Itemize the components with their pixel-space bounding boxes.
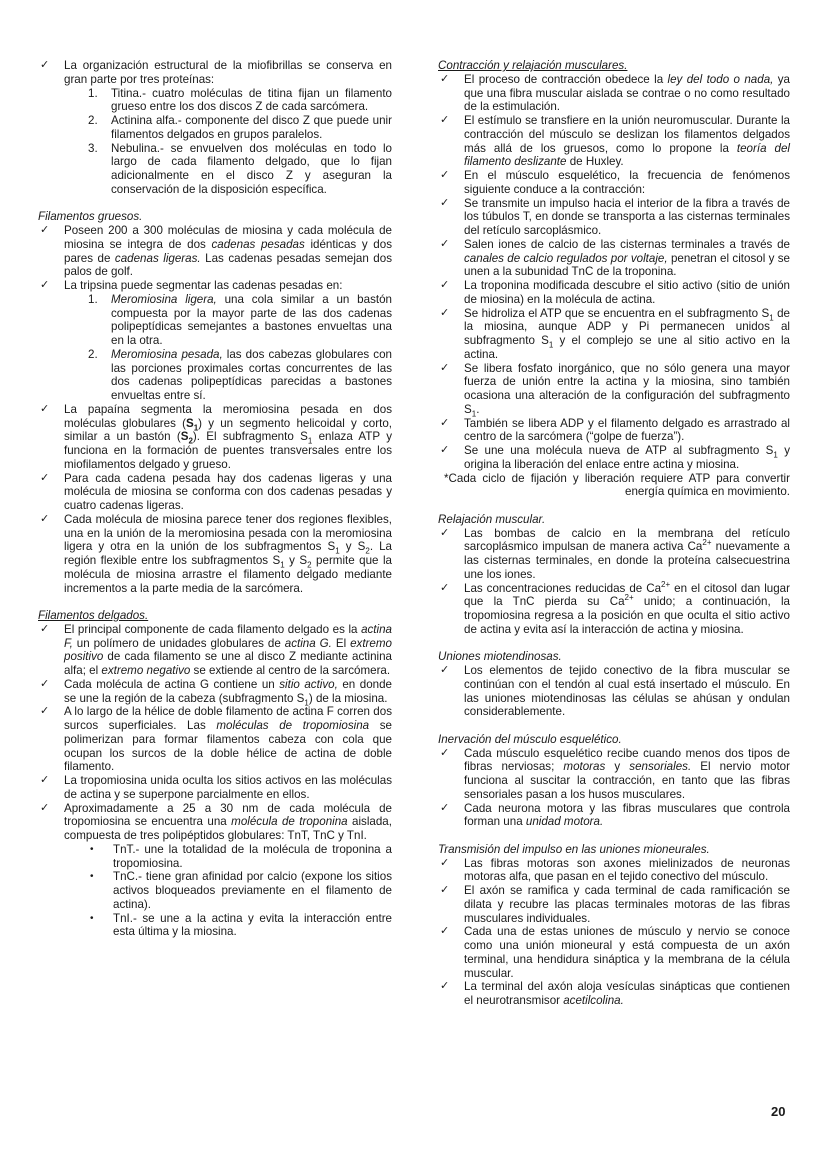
text-run: una cola similar a un bastón compuesta por la mayor parte de las dos cadenas polipeptídicas semejantes a bastones envueltas una en la otra. — [111, 292, 392, 347]
checkmark-icon: ✓ — [440, 526, 450, 539]
checkmark-icon: ✓ — [40, 512, 50, 525]
text-run: y S — [339, 540, 366, 554]
text-run: unido; a continuación, la tropomiosina regresa a la posición en que oculta el sitio activo de actina y evita así la interacción de actina y miosina. — [464, 595, 790, 636]
text-run: Cada una de estas uniones de músculo y nervio se conoce como una unión mioneural y está compuesta de un axón terminal, una hendidura sináptica y la membrana de la célula muscular. — [464, 925, 790, 980]
text-run: Cada molécula de actina G contiene un — [64, 677, 280, 691]
checkmark-icon: ✓ — [440, 856, 450, 869]
subscript: 1 — [280, 560, 285, 570]
checkmark-icon: ✓ — [40, 224, 50, 236]
page-number: 20 — [771, 1104, 786, 1119]
checklist-item — [438, 579, 790, 637]
text-run: y origina la liberación del enlace entre actina y miosina. — [464, 444, 790, 471]
text-run: ). El subfragmento S — [192, 430, 308, 444]
checkmark-icon: ✓ — [40, 59, 50, 71]
text-run: ) de la miosina. — [308, 691, 388, 705]
emphasis-text: motoras — [563, 760, 606, 774]
checkmark-icon: ✓ — [440, 196, 450, 209]
checklist-item — [438, 197, 790, 238]
checkmark-icon: ✓ — [440, 980, 450, 993]
emphasis-text: acetilcolina. — [563, 994, 624, 1007]
bold-text: S — [185, 416, 194, 430]
subscript: 1 — [769, 312, 774, 322]
text-run: La papaína segmenta la meromiosina pesada en dos moléculas globulares ( — [64, 402, 392, 430]
text-run: El axón se ramifica y cada terminal de cada ramificación se dilata y recubre las placas terminales motoras de las fibras musculares individuales. — [464, 884, 790, 925]
bullet-item — [38, 843, 392, 871]
checkmark-icon: ✓ — [440, 664, 450, 676]
checklist-item — [38, 802, 392, 843]
numbered-item — [38, 87, 392, 115]
bold-text: S — [180, 430, 189, 444]
emphasis-text: sitio activo, — [279, 677, 338, 691]
text-run: . La región flexible entre los subfragmentos S — [64, 540, 393, 567]
checklist-item — [38, 678, 392, 706]
checklist-item — [38, 59, 392, 87]
text-run: Titina.- cuatro moléculas de titina fijan un filamento grueso entre los dos discos Z de cada sarcómera. — [111, 86, 392, 114]
bullet-icon: • — [90, 843, 94, 855]
section-heading: Transmisión del impulso en las uniones mioneurales. — [438, 842, 710, 856]
checkmark-icon: ✓ — [440, 746, 450, 759]
checkmark-icon: ✓ — [440, 581, 450, 594]
bullet-item — [38, 870, 392, 911]
checklist-item — [438, 925, 790, 980]
checklist-item — [438, 417, 790, 445]
text-run: Cada músculo esquelético recibe cuando menos dos tipos de fibras nerviosas; — [464, 746, 790, 774]
checkmark-icon: ✓ — [440, 279, 450, 291]
text-run: A lo largo de la hélice de doble filamento de actina F corren dos surcos superficiales. Las — [64, 705, 392, 732]
checkmark-icon: ✓ — [40, 677, 50, 690]
checklist-item — [38, 279, 392, 293]
checklist-item — [438, 238, 790, 279]
checklist-item — [438, 279, 790, 307]
text-run: La organización estructural de la miofibrillas se conserva en gran parte por tres proteínas: — [64, 59, 392, 86]
emphasis-text: actina F, — [64, 622, 392, 650]
text-run: TnI.- se une a la actina y evita la interacción entre esta última y la miosina. — [113, 911, 392, 939]
subscript: 1 — [548, 340, 554, 350]
text-run: de Huxley. — [566, 155, 624, 169]
item-number: 1. — [88, 86, 98, 100]
text-run: se extiende al centro de la sarcómera. — [190, 664, 391, 677]
text-run: Poseen 200 a 300 moléculas de miosina y cada molécula de miosina se integra de dos — [64, 224, 392, 251]
footnote — [438, 472, 790, 500]
checklist-item — [438, 307, 790, 362]
checklist-item — [438, 527, 790, 582]
right-column — [438, 59, 790, 1008]
emphasis-text: molécula de troponina — [231, 815, 348, 829]
emphasis-text: cadenas pesadas — [211, 237, 305, 251]
emphasis-text: Meromiosina ligera, — [111, 292, 217, 306]
checkmark-icon: ✓ — [440, 114, 450, 126]
numbered-item — [38, 114, 392, 142]
checklist-item — [438, 114, 790, 169]
emphasis-text: cadenas ligeras. — [114, 251, 201, 265]
text-run: Las bombas de calcio en la membrana del retículo sarcoplásmico impulsan de manera activa Ca — [464, 526, 790, 554]
numbered-item — [38, 142, 392, 197]
checklist-item — [438, 664, 790, 719]
text-run: Los elementos de tejido conectivo de la fibra muscular se continúan con el tendón al cual está insertado el músculo. En las uniones miotendinosas las células se ahúsan y ondulan considerablemente. — [464, 664, 790, 719]
checkmark-icon: ✓ — [440, 884, 450, 896]
text-run: en donde se une la región de la cabeza (subfragmento S — [64, 677, 392, 705]
checkmark-icon: ✓ — [440, 169, 450, 181]
text-run: El nervio motor funciona al suscitar la contracción, en tanto que las fibras sensoriales pasan a los husos musculares. — [464, 760, 790, 801]
checkmark-icon: ✓ — [40, 622, 50, 635]
section-heading: Uniones miotendinosas. — [438, 650, 562, 664]
checkmark-icon: ✓ — [440, 801, 450, 814]
superscript: 2+ — [624, 593, 634, 603]
section-heading: Filamentos gruesos. — [38, 210, 143, 224]
checklist-item — [438, 747, 790, 802]
emphasis-text: Meromiosina pesada, — [111, 347, 223, 361]
bullet-icon: • — [90, 871, 94, 883]
subscript: 1 — [304, 697, 309, 707]
text-run: La tripsina puede segmentar las cadenas pesadas en: — [64, 279, 343, 292]
emphasis-text: extremo positivo — [64, 636, 392, 664]
text-run: Actinina alfa.- componente del disco Z que puede unir filamentos delgados en grupos paralelos. — [111, 114, 392, 141]
emphasis-text: teoría del filamento deslizante — [464, 141, 790, 169]
text-run: Las cadenas pesadas semejan dos palos de golf. — [64, 251, 393, 279]
text-run: Se hidroliza el ATP que se encuentra en el subfragmento S — [464, 306, 770, 320]
text-run: penetran el citosol y se unen a la subunidad TnC de la troponina. — [464, 251, 790, 279]
text-run: las dos cabezas globulares con las porciones proximales cortas concurrentes de las dos cadenas polipeptídicas parecidas a bastones envueltas entre sí. — [111, 347, 392, 402]
emphasis-text: extremo negativo — [101, 664, 191, 677]
item-number: 2. — [88, 114, 98, 127]
subscript: 2 — [307, 560, 312, 570]
checkmark-icon: ✓ — [440, 306, 450, 319]
emphasis-text: sensoriales. — [629, 760, 692, 774]
text-run: idénticas y dos pares de — [64, 237, 393, 265]
checkmark-icon: ✓ — [440, 361, 450, 374]
left-column — [38, 59, 392, 939]
checklist-item — [438, 884, 790, 925]
text-run: Se transmite un impulso hacia el interior de la fibra a través de los túbulos T, en donde se transporta a las cisternas terminales del retículo sarcoplásmico. — [464, 196, 790, 237]
checkmark-icon: ✓ — [440, 416, 450, 429]
checkmark-icon: ✓ — [40, 774, 50, 786]
text-run: La terminal del axón aloja vesículas sinápticas que contienen el neurotransmisor — [464, 980, 790, 1007]
text-run: permite que la molécula de miosina arrastre el filamento delgado mediante incrementos a la parte media de la sarcómera. — [64, 554, 392, 595]
subscript: 1 — [471, 409, 477, 419]
subscript: 1 — [307, 436, 313, 446]
text-run: . — [476, 402, 480, 416]
checklist-item — [38, 472, 392, 513]
superscript: 2+ — [702, 538, 712, 548]
checkmark-icon: ✓ — [40, 705, 50, 718]
subscript: 1 — [193, 422, 199, 432]
text-run: El estímulo se transfiere en la unión neuromuscular. Durante la contracción del músculo se deslizan los filamentos delgados más allá de los gruesos, como lo propone la — [464, 114, 790, 155]
checklist-item — [38, 513, 392, 596]
emphasis-text: moléculas de tropomiosina — [216, 719, 370, 732]
text-run: TnC.- tiene gran afinidad por calcio (expone los sitios activos bloqueados previamente en el filamento de actina). — [113, 870, 392, 911]
text-run: Nebulina.- se envuelven dos moléculas en todo lo largo de cada filamento delgado, que lo fijan adicionalmente en el disco Z y aseguran la conservación de la disposición específica. — [111, 141, 392, 196]
text-run: También se libera ADP y el filamento delgado es arrastrado al centro de la sarcómera (“golpe de fuerza”). — [464, 416, 790, 444]
section-heading: Contracción y relajación musculares. — [438, 59, 628, 72]
text-run: El — [331, 636, 351, 650]
text-run: Cada neurona motora y las fibras musculares que controla forman una — [464, 801, 790, 829]
text-run: un polímero de unidades globulares de — [72, 636, 285, 650]
text-run: Las fibras motoras son axones mielinizados de neuronas motoras alfa, que pasan en el tejido conectivo del músculo. — [464, 856, 790, 884]
text-run: y el complejo se une al sitio activo en la actina. — [464, 334, 790, 361]
checklist-item — [438, 362, 790, 417]
text-run: y S — [284, 554, 308, 567]
text-run: Cada molécula de miosina parece tener dos regiones flexibles, una en la unión de la meromiosina pesada con la meromiosina ligera y otra en la unión de los subfragmentos S — [64, 512, 392, 554]
subscript: 1 — [773, 450, 778, 460]
item-number: 1. — [88, 292, 98, 306]
text-run: ) y un segmento helicoidal y corto, similar a un bastón ( — [64, 416, 392, 444]
checklist-item — [38, 774, 392, 802]
section-heading: Relajación muscular. — [438, 512, 546, 526]
checkmark-icon: ✓ — [440, 444, 450, 456]
text-run: enlaza ATP y funciona en la formación de puentes transversales entre los miofilamentos delgado y grueso. — [64, 430, 393, 471]
emphasis-text: canales de calcio regulados por voltaje, — [464, 251, 668, 265]
text-run: Se libera fosfato inorgánico, que no sólo genera una mayor fuerza de unión entre la actina y la miosina, sino también ocasiona una alteración de la configuración del subfragmento S — [464, 361, 790, 416]
emphasis-text: ley del todo o nada, — [667, 72, 774, 86]
subscript: 2 — [365, 546, 370, 556]
text-run: TnT.- une la totalidad de la molécula de troponina a tropomiosina. — [113, 842, 392, 870]
section-heading: Filamentos delgados. — [38, 609, 149, 622]
checkmark-icon: ✓ — [440, 237, 450, 250]
text-run: y — [605, 760, 630, 774]
text-run: de la miosina, aunque ADP y Pi permanecen unidos al subfragmento S — [464, 306, 790, 347]
checklist-item — [438, 444, 790, 472]
checkmark-icon: ✓ — [40, 801, 50, 814]
checkmark-icon: ✓ — [440, 925, 450, 938]
checkmark-icon: ✓ — [40, 402, 50, 415]
text-run: nuevamente a las cisternas terminales, en donde la proteína calsecuestrina une los iones. — [464, 540, 791, 581]
text-run: se polimerizan para formar filamentos cabeza con cola que ocupan los surcos de la doble hélice de actina de doble filamento. — [64, 719, 392, 774]
item-number: 2. — [88, 347, 98, 361]
text-run: El proceso de contracción obedece la — [464, 72, 668, 86]
text-run: Para cada cadena pesada hay dos cadenas ligeras y una molécula de miosina se conforma con dos cadenas pesadas y cuatro cadenas ligeras. — [64, 471, 392, 512]
checklist-item — [438, 802, 790, 830]
superscript: 2+ — [661, 579, 671, 589]
checkmark-icon: ✓ — [440, 72, 450, 85]
checklist-item — [38, 623, 392, 678]
emphasis-text: actina G. — [284, 636, 332, 650]
bullet-item — [38, 912, 392, 940]
item-number: 3. — [88, 141, 98, 155]
emphasis-text: unidad motora. — [525, 815, 604, 829]
text-run: *Cada ciclo de fijación y liberación requiere ATP para convertir energía química en movimiento. — [444, 471, 790, 499]
text-run: Se une una molécula nueva de ATP al subfragmento S — [464, 444, 774, 457]
text-run: Aproximadamente a 25 a 30 nm de cada molécula de tropomiosina se encuentra una — [64, 801, 392, 829]
subscript: 2 — [188, 436, 193, 446]
text-run: aislada, compuesta de tres polipéptidos globulares: TnT, TnC y TnI. — [64, 815, 392, 842]
checklist-item — [38, 403, 392, 472]
checklist-item — [438, 980, 790, 1008]
text-run: Las concentraciones reducidas de Ca — [464, 581, 662, 595]
checklist-item — [438, 857, 790, 885]
text-run: La troponina modificada descubre el sitio activo (sitio de unión de miosina) en la molécula de actina. — [464, 279, 790, 306]
text-run: En el músculo esquelético, la frecuencia de fenómenos siguiente conduce a la contracción: — [464, 169, 790, 196]
checklist-item — [438, 169, 790, 197]
numbered-item — [38, 348, 392, 403]
checkmark-icon: ✓ — [40, 471, 50, 484]
text-run: La tropomiosina unida oculta los sitios activos en las moléculas de actina y se superpone parcialmente en ellos. — [64, 774, 392, 801]
section-heading: Inervación del músculo esquelético. — [438, 732, 622, 746]
subscript: 1 — [335, 546, 340, 556]
text-run: ya que una fibra muscular aislada se contrae o no como resultado de la estimulación. — [464, 72, 790, 114]
text-run: en el citosol dan lugar que la TnC pierda su Ca — [464, 581, 790, 609]
numbered-item — [38, 293, 392, 348]
bullet-icon: • — [90, 912, 94, 924]
checklist-item — [438, 73, 790, 114]
text-run: de cada filamento se une al disco Z mediante actinina alfa; el — [64, 650, 392, 677]
checklist-item — [38, 705, 392, 774]
checkmark-icon: ✓ — [40, 279, 50, 291]
text-run: El principal componente de cada filamento delgado es la — [64, 622, 362, 636]
text-run: Salen iones de calcio de las cisternas terminales a través de — [464, 237, 790, 251]
checklist-item — [38, 224, 392, 279]
